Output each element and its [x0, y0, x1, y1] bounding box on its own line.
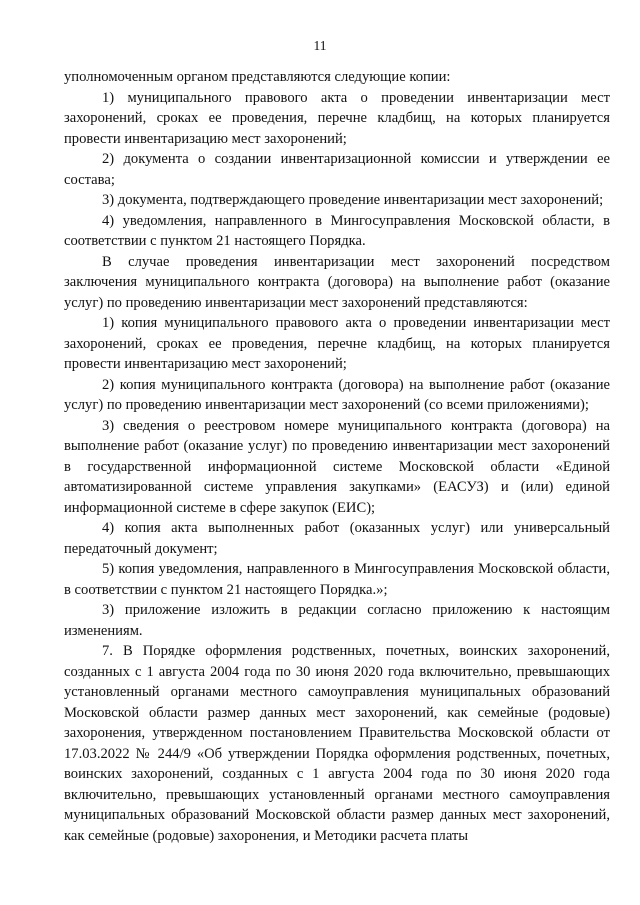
- paragraph: уполномоченным органом представляются следующие копии:: [64, 69, 451, 85]
- paragraph: В случае проведения инвентаризации мест захоронений посредством заключения муниципального контракта (договора) на выполнение работ (оказание услуг) по проведению инвентаризации мест захоронений представляются:: [64, 253, 610, 311]
- list-item: 5) копия уведомления, направленного в Мингосуправления Московской области, в соответствии с пунктом 21 настоящего Порядка.»;: [64, 561, 610, 598]
- paragraph: 7. В Порядке оформления родственных, почетных, воинских захоронений, созданных с 1 августа 2004 года по 30 июня 2020 года включительно, превышающих установленный органами местного самоуправления муниципальных образований Московской области размер данных мест захоронений, как семейные (родовые) захоронения, утвержденном постановлением Правительства Московской области от 17.03.2022 № 244/9 «Об утверждении Порядка оформления родственных, почетных, воинских захоронений, созданных с 1 августа 2004 года по 30 июня 2020 года включительно, превышающих установленный органами местного самоуправления муниципальных образований Московской области размер данных мест захоронений, как семейные (родовые) захоронения, и Методики расчета платы: [64, 643, 610, 844]
- list-item: 2) копия муниципального контракта (договора) на выполнение работ (оказание услуг) по проведению инвентаризации мест захоронений (со всеми приложениями);: [64, 376, 610, 413]
- list-item: 4) уведомления, направленного в Мингосуправления Московской области, в соответствии с пунктом 21 настоящего Порядка.: [64, 212, 610, 249]
- list-item: 3) документа, подтверждающего проведение инвентаризации мест захоронений;: [102, 192, 604, 208]
- list-item: 3) приложение изложить в редакции согласно приложению к настоящим изменениям.: [64, 602, 610, 639]
- list-item: 4) копия акта выполненных работ (оказанных услуг) или универсальный передаточный документ;: [64, 520, 610, 557]
- list-item: 3) сведения о реестровом номере муниципального контракта (договора) на выполнение работ (оказание услуг) по проведению инвентаризации мест захоронений в государственной информационной системе Московской области «Единой автоматизированной системе управления закупками» (ЕАСУЗ) и (или) единой информационной системе в сфере закупок (ЕИС);: [64, 417, 610, 516]
- document-body: [64, 67, 610, 846]
- page-number: 11: [313, 38, 327, 53]
- list-item: 1) муниципального правового акта о проведении инвентаризации мест захоронений, сроках ее проведения, перечне кладбищ, на которых планируется провести инвентаризацию мест захоронений;: [64, 89, 610, 147]
- list-item: 2) документа о создании инвентаризационной комиссии и утверждении ее состава;: [64, 151, 610, 188]
- list-item: 1) копия муниципального правового акта о проведении инвентаризации мест захоронений, сроках ее проведения, перечне кладбищ, на которых планируется провести инвентаризацию мест захоронений;: [64, 315, 610, 372]
